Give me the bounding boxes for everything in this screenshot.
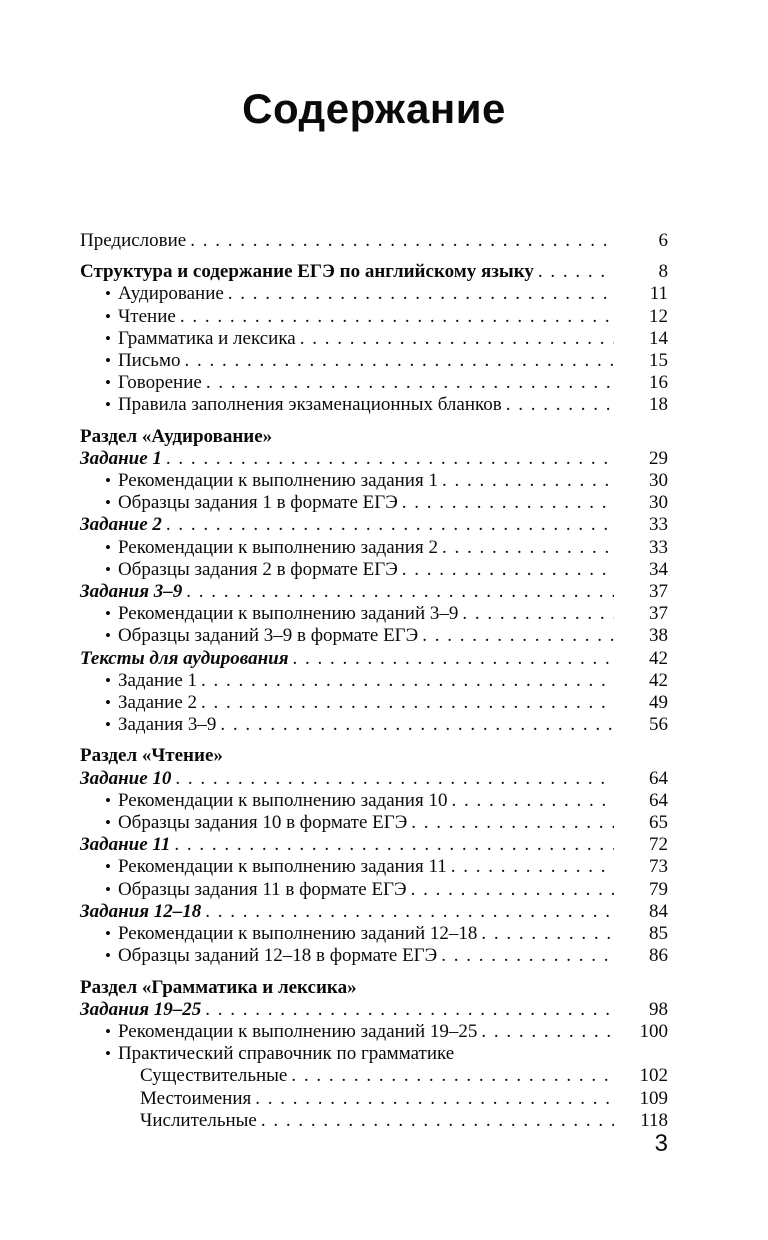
toc-entry-page: 72 xyxy=(649,834,668,856)
toc-entry xyxy=(80,283,668,305)
bullet-icon: • xyxy=(105,351,111,371)
toc-entry-label: Практический справочник по грамматике xyxy=(117,1043,455,1065)
toc-entry-page: 65 xyxy=(649,812,668,834)
toc-entry-page: 38 xyxy=(649,625,668,647)
dotted-leader xyxy=(174,834,614,856)
dotted-leader xyxy=(481,923,614,945)
dotted-leader xyxy=(205,901,614,923)
toc-entry-label: Аудирование xyxy=(117,283,224,305)
toc-entry-label: Задание 2 xyxy=(80,514,162,536)
dotted-leader xyxy=(411,879,614,901)
dotted-leader xyxy=(506,394,614,416)
toc-entry xyxy=(80,1088,668,1110)
toc-entry xyxy=(80,372,668,394)
toc-entry xyxy=(80,1065,668,1087)
toc-entry-label: Образцы задания 11 в формате ЕГЭ xyxy=(117,878,407,900)
toc-entry-label: Структура и содержание ЕГЭ по английскому языку xyxy=(80,261,534,283)
toc-entry-page: 29 xyxy=(649,447,668,469)
toc-entry xyxy=(80,426,668,448)
dotted-leader xyxy=(402,559,614,581)
toc-entry xyxy=(80,1043,668,1065)
bullet-icon: • xyxy=(105,670,111,690)
dotted-leader xyxy=(205,999,614,1021)
bullet-icon: • xyxy=(105,946,111,966)
bullet-icon: • xyxy=(105,626,111,646)
toc-list xyxy=(80,230,668,1132)
toc-entry-page: 33 xyxy=(649,514,668,536)
toc-entry-label: Образцы задания 1 в формате ЕГЭ xyxy=(117,492,398,514)
toc-entry xyxy=(80,714,668,736)
toc-entry-label: Правила заполнения экзаменационных бланков xyxy=(117,394,502,416)
dotted-leader xyxy=(166,448,614,470)
toc-entry-label: Задания 3–9 xyxy=(80,581,183,603)
toc-entry-label: Числительные xyxy=(140,1109,257,1131)
toc-entry-label: Задание 11 xyxy=(80,834,171,856)
bullet-icon: • xyxy=(105,715,111,735)
toc-entry xyxy=(80,879,668,901)
toc-entry-page: 102 xyxy=(639,1065,668,1087)
toc-entry-page: 100 xyxy=(639,1020,668,1042)
toc-entry xyxy=(80,648,668,670)
toc-entry-page: 98 xyxy=(649,998,668,1020)
toc-entry-label: Рекомендации к выполнению задания 10 xyxy=(117,789,448,811)
toc-entry-page: 34 xyxy=(649,558,668,580)
toc-entry-page: 12 xyxy=(649,305,668,327)
dotted-leader xyxy=(411,812,614,834)
dotted-leader xyxy=(422,625,614,647)
dotted-leader xyxy=(201,670,614,692)
bullet-icon: • xyxy=(105,924,111,944)
toc-entry-page: 85 xyxy=(649,923,668,945)
toc-entry xyxy=(80,448,668,470)
toc-entry-label: Рекомендации к выполнению заданий 19–25 xyxy=(117,1020,478,1042)
toc-entry xyxy=(80,350,668,372)
toc-entry-label: Грамматика и лексика xyxy=(117,327,296,349)
dotted-leader xyxy=(441,945,614,967)
toc-entry xyxy=(80,581,668,603)
dotted-leader xyxy=(255,1088,614,1110)
toc-entry-label: Местоимения xyxy=(140,1087,252,1109)
toc-entry-page: 37 xyxy=(649,603,668,625)
toc-entry xyxy=(80,394,668,416)
toc-entry-label: Задания 3–9 xyxy=(117,714,217,736)
dotted-leader xyxy=(206,372,614,394)
dotted-leader xyxy=(451,790,614,812)
toc-entry-page: 49 xyxy=(649,692,668,714)
toc-entry xyxy=(80,470,668,492)
toc-entry xyxy=(80,901,668,923)
bullet-icon: • xyxy=(105,306,111,326)
toc-entry-page: 15 xyxy=(649,350,668,372)
toc-entry-label: Образцы заданий 3–9 в формате ЕГЭ xyxy=(117,625,419,647)
toc-entry xyxy=(80,692,668,714)
toc-entry-page: 73 xyxy=(649,856,668,878)
toc-entry xyxy=(80,537,668,559)
toc-entry-page: 64 xyxy=(649,789,668,811)
toc-entry-page: 84 xyxy=(649,900,668,922)
toc-entry-label: Рекомендации к выполнению задания 1 xyxy=(117,470,438,492)
toc-entry-page: 30 xyxy=(649,492,668,514)
page-number-folio: 3 xyxy=(654,1130,668,1157)
toc-entry xyxy=(80,923,668,945)
toc-entry xyxy=(80,812,668,834)
dotted-leader xyxy=(166,514,614,536)
bullet-icon: • xyxy=(105,604,111,624)
toc-entry xyxy=(80,603,668,625)
dotted-leader xyxy=(201,692,614,714)
toc-entry-page: 118 xyxy=(640,1109,668,1131)
toc-entry xyxy=(80,559,668,581)
bullet-icon: • xyxy=(105,493,111,513)
toc-entry-page: 86 xyxy=(649,945,668,967)
toc-entry-label: Образцы задания 2 в формате ЕГЭ xyxy=(117,558,398,580)
toc-entry xyxy=(80,670,668,692)
dotted-leader xyxy=(442,537,614,559)
dotted-leader xyxy=(462,603,614,625)
toc-entry-label: Задания 19–25 xyxy=(80,998,202,1020)
dotted-leader xyxy=(293,648,615,670)
dotted-leader xyxy=(220,714,614,736)
toc-entry-label: Письмо xyxy=(117,350,181,372)
dotted-leader xyxy=(190,230,614,252)
dotted-leader xyxy=(228,283,614,305)
bullet-icon: • xyxy=(105,373,111,393)
bullet-icon: • xyxy=(105,693,111,713)
dotted-leader xyxy=(261,1110,614,1132)
toc-entry-label: Предисловие xyxy=(80,230,187,251)
toc-entry-label: Задание 10 xyxy=(80,767,172,789)
bullet-icon: • xyxy=(105,879,111,899)
toc-entry-page: 11 xyxy=(649,283,668,305)
dotted-leader xyxy=(538,261,614,283)
toc-entry xyxy=(80,999,668,1021)
toc-entry-label: Рекомендации к выполнению заданий 3–9 xyxy=(117,603,459,625)
toc-entry-page: 16 xyxy=(649,372,668,394)
dotted-leader xyxy=(186,581,614,603)
toc-entry-page: 109 xyxy=(639,1087,668,1109)
dotted-leader xyxy=(291,1065,614,1087)
toc-entry-page: 37 xyxy=(649,581,668,603)
toc-entry-page: 18 xyxy=(649,394,668,416)
toc-entry-page: 64 xyxy=(649,767,668,789)
toc-entry xyxy=(80,514,668,536)
toc-entry-page: 30 xyxy=(649,470,668,492)
toc-entry xyxy=(80,261,668,283)
toc-entry xyxy=(80,945,668,967)
toc-entry-label: Раздел «Грамматика и лексика» xyxy=(80,976,357,998)
toc-entry-page: 79 xyxy=(649,878,668,900)
toc-entry-label: Раздел «Аудирование» xyxy=(80,425,273,447)
bullet-icon: • xyxy=(105,813,111,833)
bullet-icon: • xyxy=(105,1021,111,1041)
dotted-leader xyxy=(451,856,614,878)
dotted-leader xyxy=(180,306,614,328)
dotted-leader xyxy=(481,1021,614,1043)
bullet-icon: • xyxy=(105,284,111,304)
toc-entry-label: Задание 1 xyxy=(80,447,162,469)
toc-entry xyxy=(80,856,668,878)
toc-entry-label: Рекомендации к выполнению задания 2 xyxy=(117,536,438,558)
bullet-icon: • xyxy=(105,328,111,348)
toc-entry xyxy=(80,1110,668,1132)
toc-entry-page: 33 xyxy=(649,536,668,558)
dotted-leader xyxy=(300,328,614,350)
dotted-leader xyxy=(175,768,614,790)
bullet-icon: • xyxy=(105,471,111,491)
dotted-leader xyxy=(402,492,614,514)
page-title: Содержание xyxy=(242,85,506,132)
toc-entry xyxy=(80,492,668,514)
toc-entry-page: 42 xyxy=(649,669,668,691)
bullet-icon: • xyxy=(105,395,111,415)
toc-entry-page: 8 xyxy=(658,261,668,283)
toc-entry xyxy=(80,834,668,856)
toc-entry-label: Образцы заданий 12–18 в формате ЕГЭ xyxy=(117,945,438,967)
bullet-icon: • xyxy=(105,537,111,557)
toc-entry-label: Рекомендации к выполнению задания 11 xyxy=(117,856,447,878)
toc-entry-label: Чтение xyxy=(117,305,176,327)
toc-entry-label: Образцы задания 10 в формате ЕГЭ xyxy=(117,812,408,834)
toc-entry xyxy=(80,306,668,328)
toc-entry-label: Задание 2 xyxy=(117,692,198,714)
dotted-leader xyxy=(184,350,614,372)
toc-entry-page: 42 xyxy=(649,647,668,669)
toc-entry-page: 6 xyxy=(658,230,668,251)
toc-entry-label: Задания 12–18 xyxy=(80,900,202,922)
toc-entry xyxy=(80,977,668,999)
toc-entry-label: Задание 1 xyxy=(117,669,198,691)
toc-entry-label: Говорение xyxy=(117,372,202,394)
toc-entry-label: Раздел «Чтение» xyxy=(80,745,223,767)
bullet-icon: • xyxy=(105,559,111,579)
toc-entry-label: Рекомендации к выполнению заданий 12–18 xyxy=(117,923,478,945)
toc-entry-page: 14 xyxy=(649,327,668,349)
bullet-icon: • xyxy=(105,857,111,877)
toc-entry xyxy=(80,1021,668,1043)
bullet-icon: • xyxy=(105,790,111,810)
toc-entry xyxy=(80,745,668,767)
toc-entry xyxy=(80,328,668,350)
bullet-icon: • xyxy=(105,1044,111,1064)
toc-entry xyxy=(80,790,668,812)
toc-entry-label: Существительные xyxy=(140,1065,288,1087)
toc-entry-page: 56 xyxy=(649,714,668,736)
toc-entry xyxy=(80,230,668,252)
dotted-leader xyxy=(442,470,614,492)
toc-entry xyxy=(80,768,668,790)
toc-entry xyxy=(80,625,668,647)
toc-entry-label: Тексты для аудирования xyxy=(80,647,289,669)
